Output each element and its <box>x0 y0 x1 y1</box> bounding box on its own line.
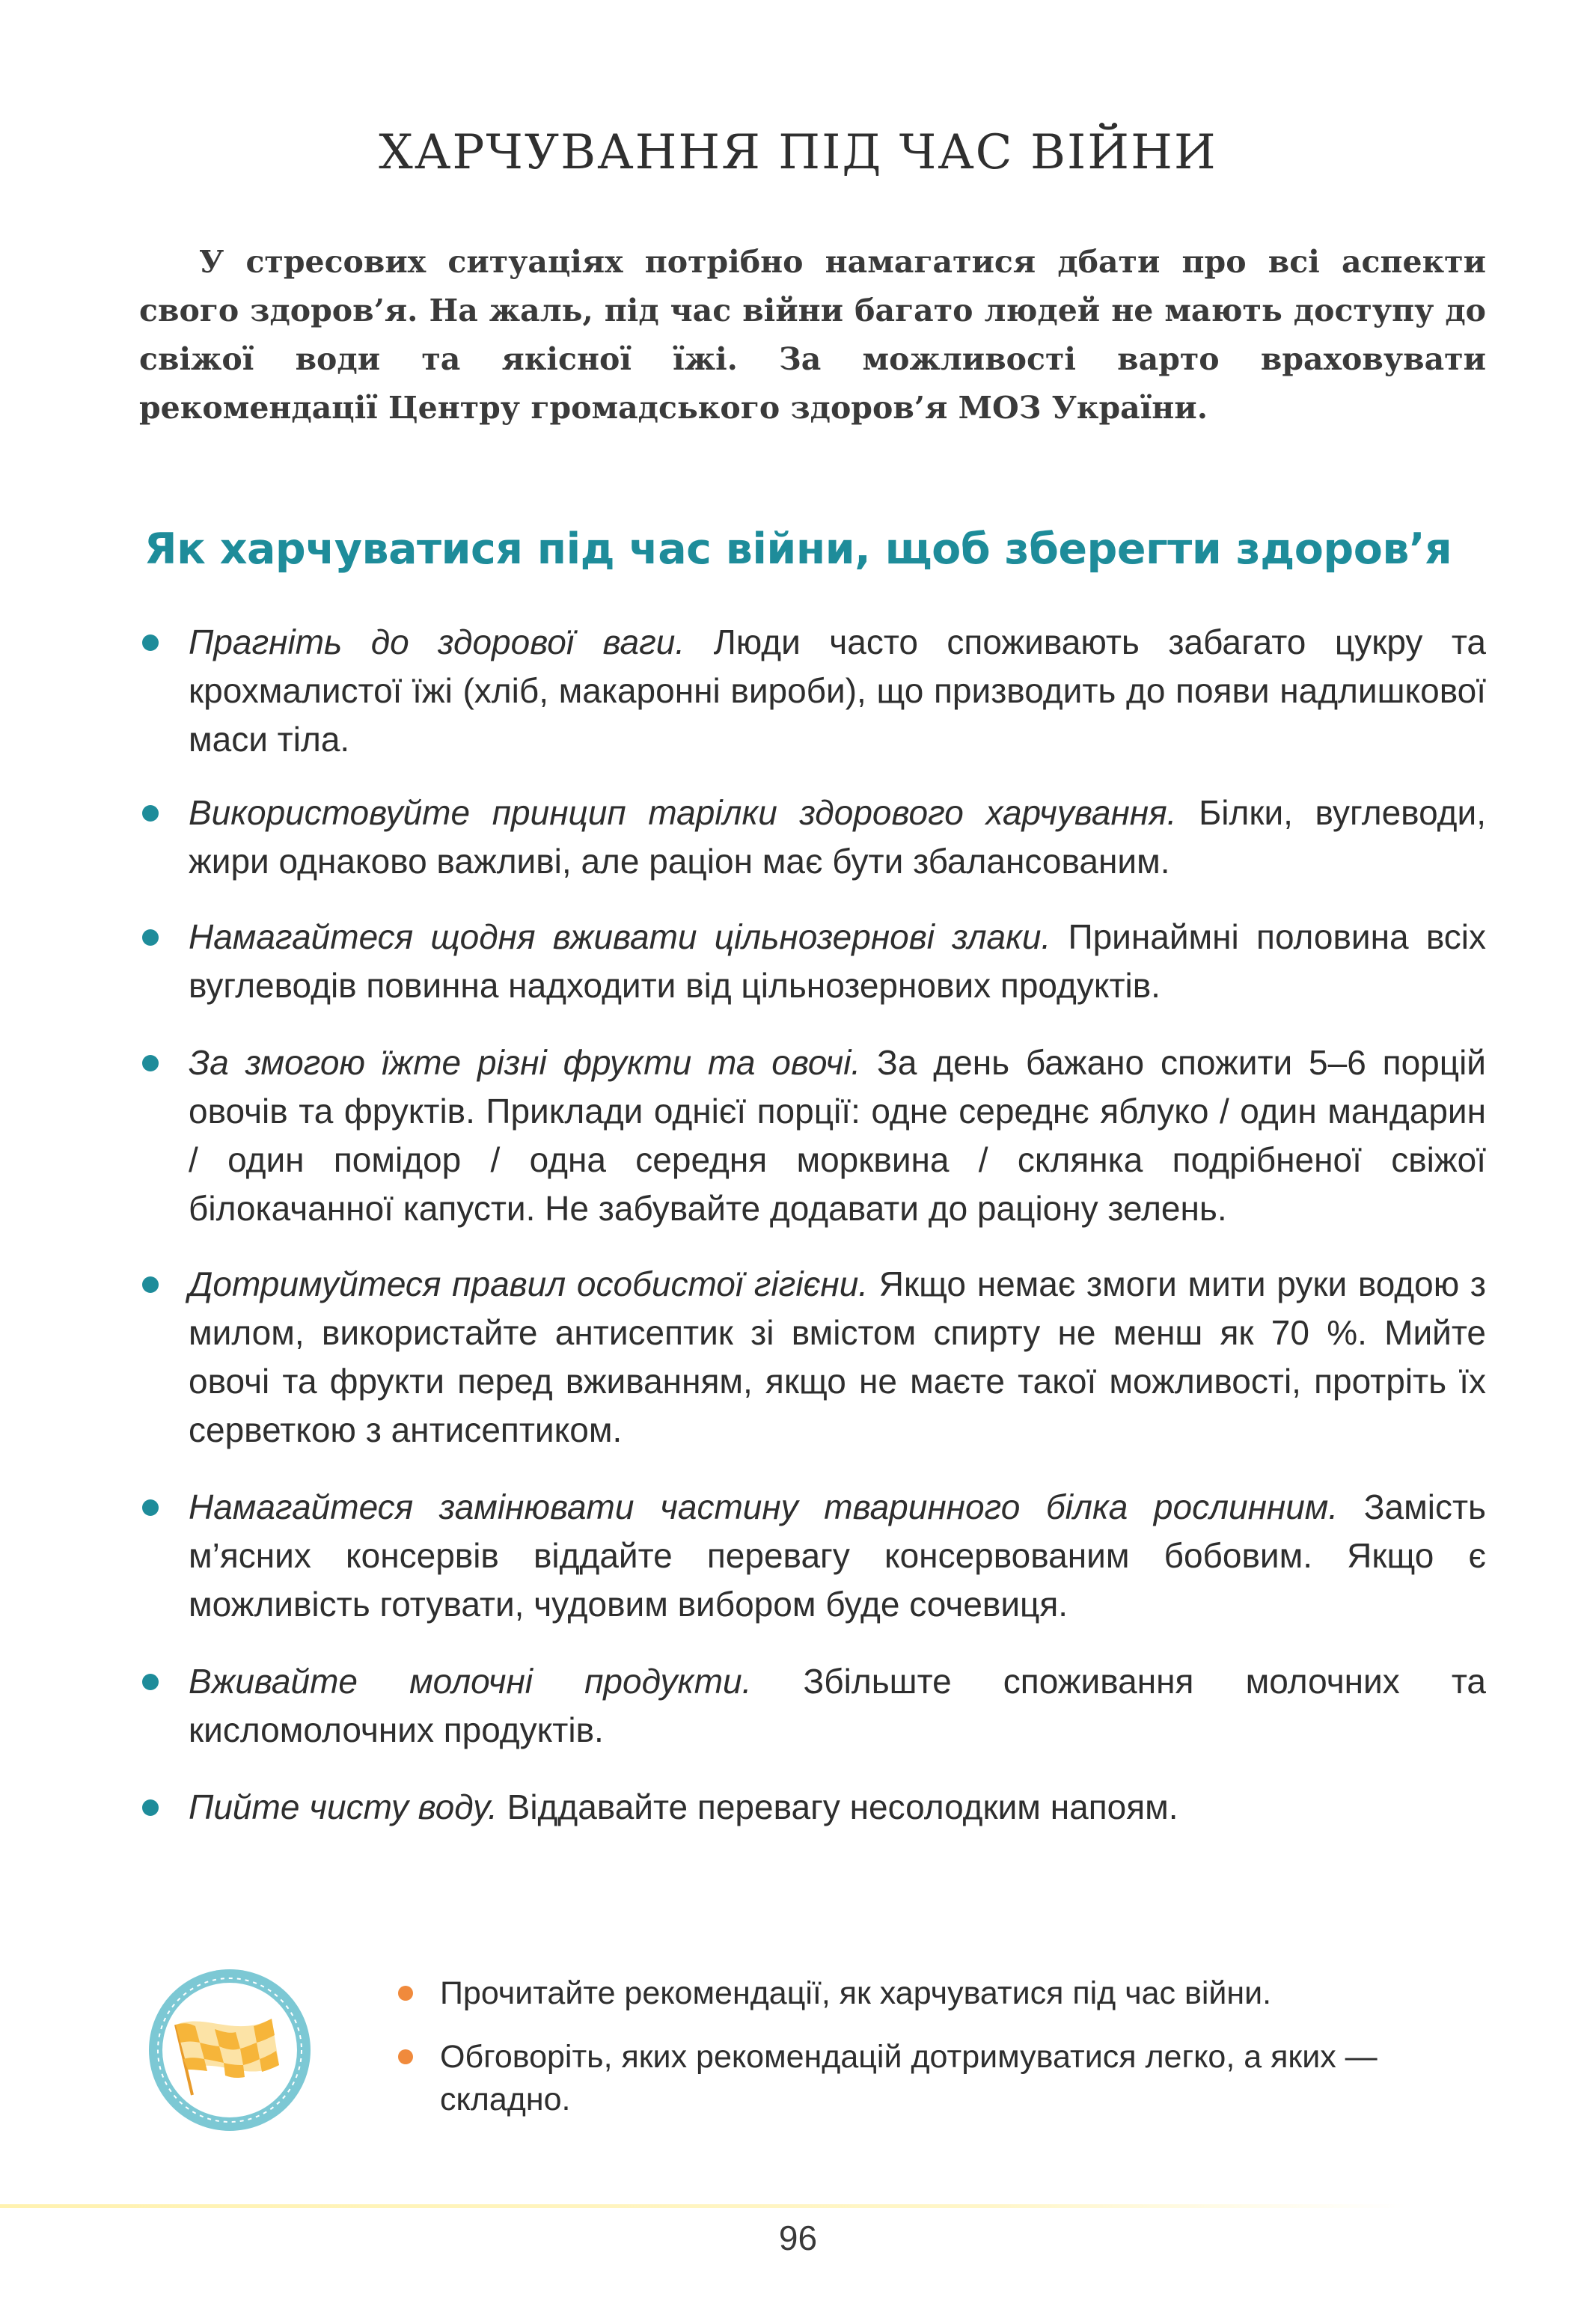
tip-text: Білки, вуглеводи, жири однаково важливі, але раціон має бути збалансованим. <box>189 793 1486 881</box>
tasks-list <box>395 1972 1495 2121</box>
tip-lead: Пийте чисту воду. <box>189 1787 498 1826</box>
tip-item <box>139 1483 1486 1629</box>
task-item <box>395 2036 1495 2121</box>
tip-lead: Прагніть до здорової ваги. <box>189 623 685 661</box>
task-text: Обговоріть, яких рекомендацій дотримуватися легко, а яких — складно. <box>440 2039 1378 2117</box>
tips-list <box>139 618 1486 1832</box>
bullet-icon <box>142 1499 159 1516</box>
tip-item <box>139 913 1486 1010</box>
task-item <box>395 1972 1495 2015</box>
bullet-icon <box>142 1674 159 1690</box>
tip-lead: За змогою їжте різні фрукти та овочі. <box>189 1043 861 1082</box>
task-text: Прочитайте рекомендації, як харчуватися під час війни. <box>440 1975 1272 2011</box>
tip-lead: Намагайтеся щодня вживати цільнозернові злаки. <box>189 917 1051 956</box>
tip-item <box>139 1783 1486 1832</box>
tip-text: Замість м’ясних консервів віддайте перевагу консервованим бобовим. Якщо є можливість готувати, чудовим вибором буде сочевиця. <box>189 1487 1486 1624</box>
page-title: ХАРЧУВАННЯ ПІД ЧАС ВІЙНИ <box>379 125 1217 180</box>
tip-text: Принаймні половина всіх вуглеводів повинна надходити від цільнозернових продуктів. <box>189 917 1486 1005</box>
checkered-flag-icon <box>146 1966 314 2134</box>
tip-lead: Вживайте молочні продукти. <box>189 1662 752 1701</box>
bullet-icon <box>142 1799 159 1816</box>
section-heading: Як харчуватися під час війни, щоб зберегти здоров’я <box>144 524 1452 574</box>
page-number: 96 <box>778 2218 818 2257</box>
bullet-icon <box>142 634 159 651</box>
tip-lead: Використовуйте принцип тарілки здорового харчування. <box>189 793 1177 832</box>
task-bullet-icon <box>398 2049 413 2064</box>
tip-lead: Дотримуйтеся правил особистої гігієни. <box>189 1264 869 1303</box>
tip-item <box>139 1260 1486 1455</box>
tip-text: За день бажано спожити 5–6 порцій овочів та фруктів. Приклади однієї порції: одне середнє яблуко / один мандарин / один помідор / одна середня морквина / склянка подрібненої свіжої білокачанної капусти. Не забувайте додавати до раціону зелень. <box>189 1043 1486 1228</box>
bullet-icon <box>142 929 159 946</box>
tip-item <box>139 789 1486 886</box>
tip-item <box>139 618 1486 764</box>
intro-paragraph: У стресових ситуаціях потрібно намагатися дбати про всі аспекти свого здоров’я. На жаль, під час війни багато людей не мають доступу до свіжої води та якісної їжі. За можливості варто враховувати рекомендації Центру громадського здоров’я МОЗ України. <box>139 244 1486 426</box>
tip-text: Збільште споживання молочних та кисломолочних продуктів. <box>189 1662 1486 1749</box>
tip-item <box>139 1657 1486 1755</box>
bullet-icon <box>142 1055 159 1071</box>
tip-text: Люди часто споживають забагато цукру та крохмалистої їжі (хліб, макаронні вироби), що призводить до появи надлишкової маси тіла. <box>189 623 1486 759</box>
bullet-icon <box>142 805 159 822</box>
tip-item <box>139 1039 1486 1233</box>
footer-divider <box>0 2204 1407 2208</box>
tip-text: Якщо немає змоги мити руки водою з милом, використайте антисептик зі вмістом спирту не менш як 70 %. Мийте овочі та фрукти перед вживанням, якщо не маєте такої можливості, протріть їх серветкою з антисептиком. <box>189 1264 1487 1449</box>
task-bullet-icon <box>398 1986 413 2001</box>
tip-text: Віддавайте перевагу несолодким напоям. <box>497 1787 1178 1826</box>
bullet-icon <box>142 1276 159 1293</box>
tip-lead: Намагайтеся замінювати частину тваринного білка рослинним. <box>189 1487 1339 1526</box>
